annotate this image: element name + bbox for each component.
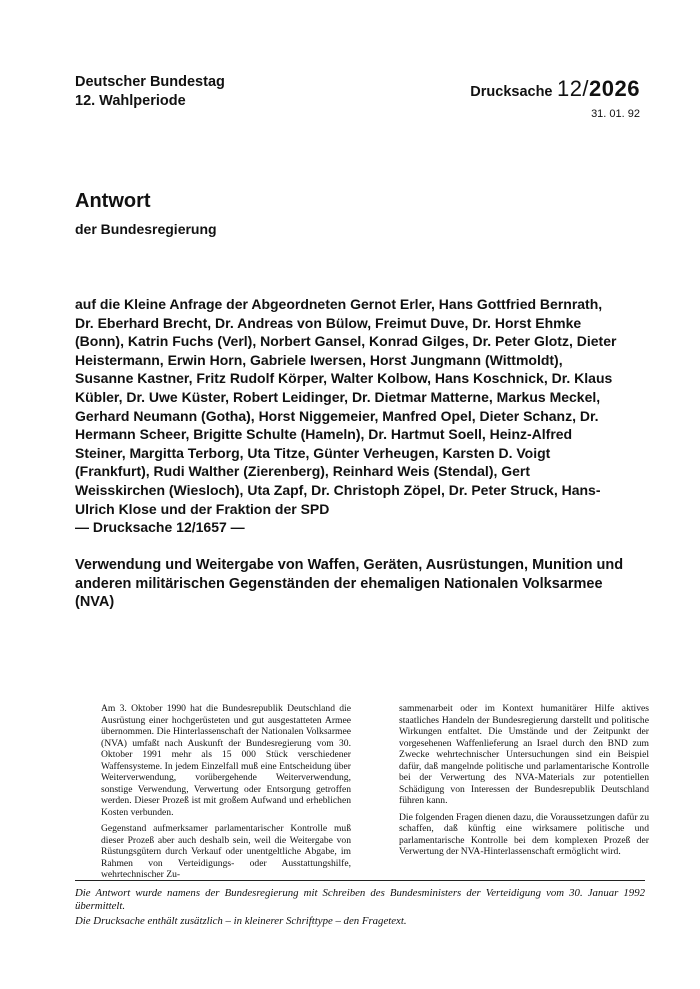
body-paragraph: Die folgenden Fragen dienen dazu, die Voraussetzungen dafür zu schaffen, daß künftig eine wirksamere politische und parlamentarische Kontrolle bei dem komplexen Prozeß der Verwertung der NVA-Hinterlassenschaft ermöglicht wird. [399, 811, 649, 857]
document-date: 31. 01. 92 [591, 108, 640, 120]
body-paragraph: Am 3. Oktober 1990 hat die Bundesrepublik Deutschland die Ausrüstung einer hochgerüsteten und gut ausgestatteten Armee übernommen. Die Hinterlassenschaft der Nationalen Volksarmee (NVA) umfaßt nach Auskunft der Bundesregierung vom 30. Oktober 1991 mehr als 15 000 Stück verschiedener Waffensysteme. In jedem Einzelfall muß eine Entscheidung über Weiterverwendung, vorübergehende Weiterverwendung, sonstige Verwendung, Verwertung oder Entsorgung getroffen werden. Dieser Prozeß ist mit großem Aufwand und erheblichen Kosten verbunden. [101, 703, 351, 818]
legislative-period: 12. Wahlperiode [75, 93, 186, 109]
document-header-right [470, 76, 640, 120]
inquiry-block [75, 295, 620, 537]
institution-name: Deutscher Bundestag [75, 74, 225, 90]
body-column-right [399, 703, 649, 886]
footnote-text: Die Drucksache enthält zusätzlich – in kleinerer Schrifttype – den Fragetext. [75, 915, 407, 927]
drucksache-label: Drucksache [470, 84, 553, 100]
drucksache-number-prefix: 12/ [556, 76, 590, 101]
document-title: Antwort [75, 190, 151, 212]
topic-heading: Verwendung und Weitergabe von Waffen, Geräten, Ausrüstungen, Munition und anderen militärischen Gegenständen der ehemaligen Nationalen Volksarmee (NVA) [75, 557, 624, 611]
body-columns [101, 703, 649, 886]
body-column-left [101, 703, 351, 886]
document-header-left [75, 73, 225, 111]
footnote-divider [75, 880, 645, 881]
inquiry-reference: — Drucksache 12/1657 — [75, 519, 245, 536]
body-paragraph: Gegenstand aufmerksamer parlamentarischer Kontrolle muß dieser Prozeß aber auch deshalb sein, weil die Weitergabe von Rüstungsgütern durch Verkauf oder unentgeltliche Abgabe, im Rahmen von Verteidigungs- oder Ausstattungshilfe, wehrtechnischer Zu- [101, 823, 351, 880]
drucksache-number [557, 76, 640, 101]
footnote-block [75, 887, 645, 930]
document-subtitle: der Bundesregierung [75, 221, 217, 237]
footnote-text: Die Antwort wurde namens der Bundesregierung mit Schreiben des Bundesministers der Verteidigung vom 30. Januar 1992 übermittelt. [75, 887, 645, 912]
body-paragraph: sammenarbeit oder im Kontext humanitärer Hilfe aktives staatliches Handeln der Bundesregierung darstellt und politische Wirkungen entfaltet. Die Umstände und der Zeitpunkt der vorgesehenen Waffenlieferung an Israel durch den BND zum Zwecke wehrtechnischer Untersuchungen sind ein Beispiel dafür, daß mangelnde politische und parlamentarische Kontrolle bei der Verwertung des NVA-Materials zur potentiellen Schädigung von Interessen der Bundesrepublik Deutschland führen kann. [399, 703, 649, 806]
drucksache-number-main: 2026 [589, 76, 640, 101]
inquiry-text: auf die Kleine Anfrage der Abgeordneten Gernot Erler, Hans Gottfried Bernrath, Dr. Eberhard Brecht, Dr. Andreas von Bülow, Freimut Duve, Dr. Horst Ehmke (Bonn), Katrin Fuchs (Verl), Norbert Gansel, Konrad Gilges, Dr. Peter Glotz, Dieter Heistermann, Erwin Horn, Gabriele Iwersen, Horst Jungmann (Wittmoldt), Susanne Kastner, Fritz Rudolf Körper, Walter Kolbow, Hans Koschnick, Dr. Klaus Kübler, Dr. Uwe Küster, Robert Leidinger, Dr. Dietmar Matterne, Markus Meckel, Gerhard Neumann (Gotha), Horst Niggemeier, Manfred Opel, Dieter Schanz, Dr. Hermann Scheer, Brigitte Schulte (Hameln), Dr. Hartmut Soell, Heinz-Alfred Steiner, Margitta Terborg, Uta Titze, Günter Verheugen, Karsten D. Voigt (Frankfurt), Rudi Walther (Zierenberg), Reinhard Weis (Stendal), Gert Weisskirchen (Wiesloch), Uta Zapf, Dr. Christoph Zöpel, Dr. Peter Struck, Hans-Ulrich Klose und der Fraktion der SPD [75, 296, 617, 517]
